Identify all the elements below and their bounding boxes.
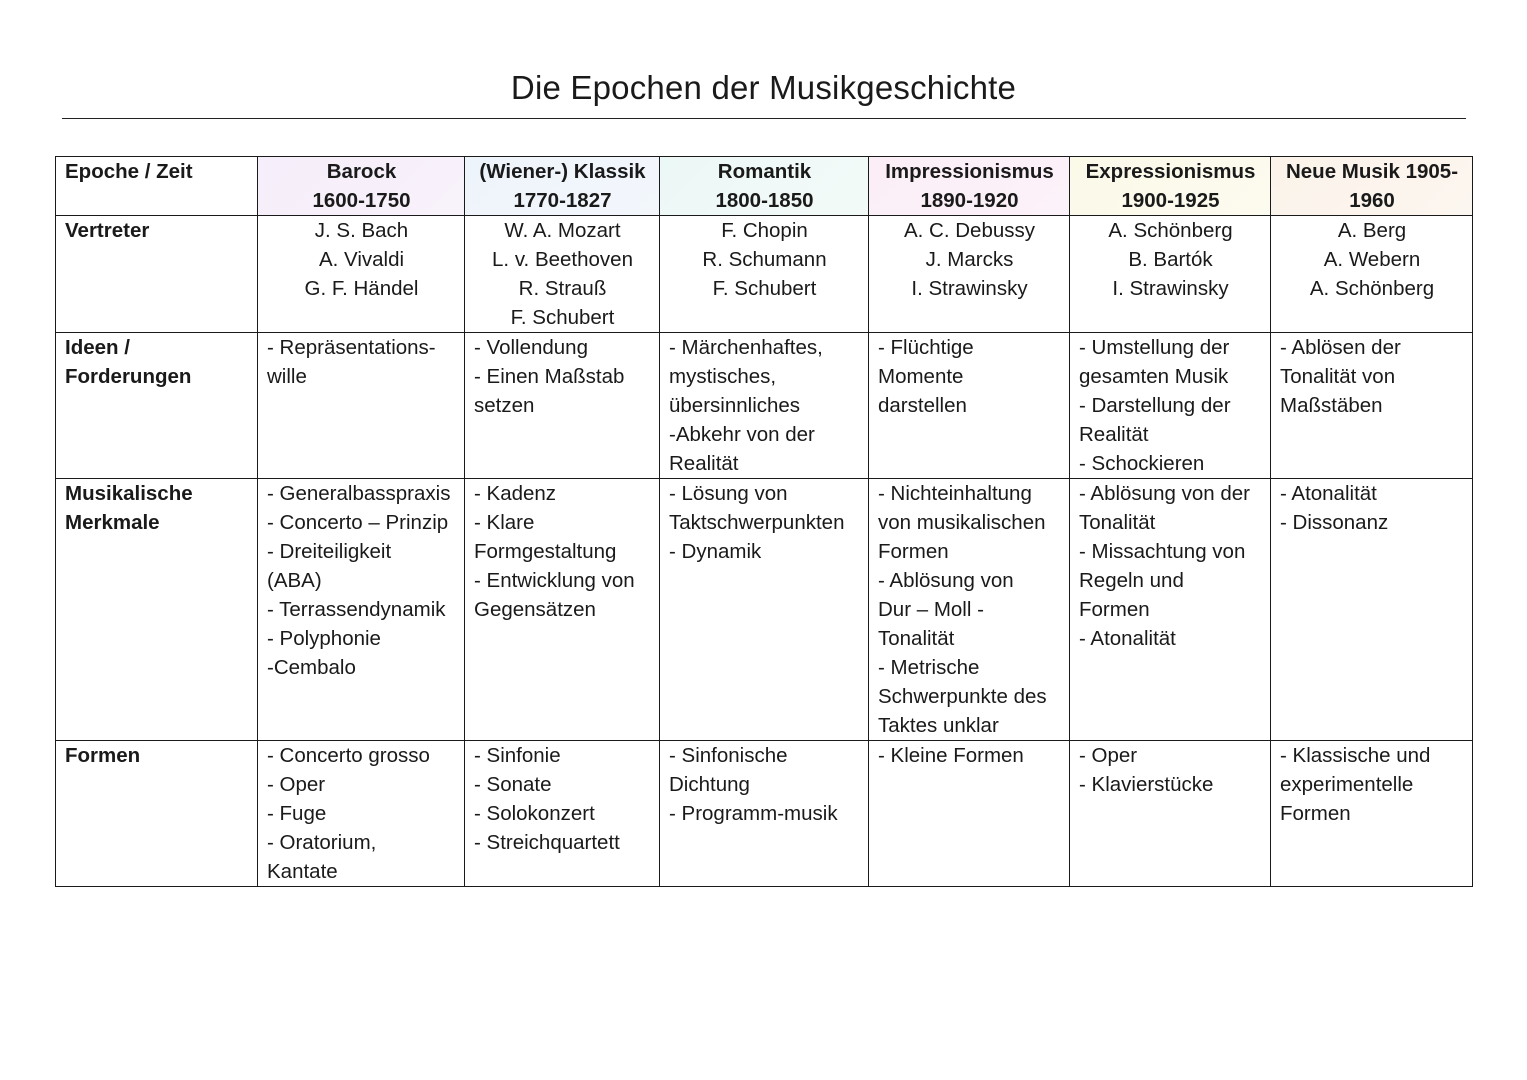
feature-line: Gegensätzen (474, 598, 596, 621)
feature-line: - Nichteinhaltung (878, 482, 1032, 505)
cell-formen (1271, 741, 1473, 887)
composer: J. S. Bach (314, 219, 409, 242)
composer: A. Webern (1323, 248, 1421, 271)
feature-line: - Metrische (878, 656, 980, 679)
cell-formen (1070, 741, 1271, 887)
feature-line: - Dreiteiligkeit (267, 540, 392, 563)
row-label: Ideen / (65, 336, 130, 359)
cell-formen (869, 741, 1070, 887)
epoch-header-neue-musik (1271, 157, 1473, 216)
epoch-header-barock (258, 157, 465, 216)
cell-ideen (660, 333, 869, 479)
feature-line: - Concerto – Prinzip (267, 511, 449, 534)
composer: R. Schumann (702, 248, 827, 271)
composer: A. Vivaldi (318, 248, 405, 271)
corner-label: Epoche / Zeit (65, 160, 193, 183)
composer: I. Strawinsky (1112, 277, 1229, 300)
composer: A. Schönberg (1108, 219, 1233, 242)
corner-cell (56, 157, 258, 216)
cell-ideen (465, 333, 660, 479)
form-line: - Sinfonie (474, 744, 561, 767)
composer: A. Schönberg (1309, 277, 1435, 300)
feature-line: - Klare (474, 511, 535, 534)
row-vertreter (56, 216, 1473, 333)
composer: F. Schubert (510, 306, 615, 329)
feature-line: Schwerpunkte des (878, 685, 1047, 708)
cell-vertreter (660, 216, 869, 333)
epoch-name: Barock (326, 160, 397, 183)
idea-line: Momente (878, 365, 964, 388)
feature-line: - Ablösung von der (1079, 482, 1250, 505)
epoch-header-romantik (660, 157, 869, 216)
row-label: Vertreter (65, 219, 150, 242)
row-merkmale (56, 479, 1473, 741)
cell-formen (258, 741, 465, 887)
title-underline (62, 118, 1466, 119)
feature-line: Tonalität (878, 627, 955, 650)
form-line: Formen (1280, 802, 1351, 825)
composer: A. C. Debussy (903, 219, 1036, 242)
feature-line: - Generalbasspraxis (267, 482, 451, 505)
feature-line: - Polyphonie (267, 627, 381, 650)
idea-line: - Flüchtige (878, 336, 974, 359)
form-line: - Kleine Formen (878, 744, 1024, 767)
cell-vertreter (869, 216, 1070, 333)
epoch-period: 1600-1750 (312, 189, 411, 212)
idea-line: -Abkehr von der (669, 423, 815, 446)
composer: R. Strauß (518, 277, 607, 300)
feature-line: - Atonalität (1079, 627, 1176, 650)
page-title: Die Epochen der Musikgeschichte (510, 69, 1017, 106)
idea-line: - Vollendung (474, 336, 588, 359)
epoch-period: 1890-1920 (920, 189, 1019, 212)
composer: W. A. Mozart (504, 219, 621, 242)
feature-line: - Dissonanz (1280, 511, 1389, 534)
idea-line: - Darstellung der (1079, 394, 1231, 417)
form-line: - Oper (267, 773, 326, 796)
cell-vertreter (465, 216, 660, 333)
epoch-period: 1900-1925 (1121, 189, 1220, 212)
epoch-name: Romantik (717, 160, 812, 183)
form-line: - Concerto grosso (267, 744, 430, 767)
composer: A. Berg (1337, 219, 1407, 242)
idea-line: Realität (1079, 423, 1149, 446)
row-label: Merkmale (65, 511, 160, 534)
composer: J. Marcks (925, 248, 1014, 271)
form-line: - Fuge (267, 802, 327, 825)
form-line: - Oratorium, (267, 831, 377, 854)
feature-line: Taktschwerpunkten (669, 511, 845, 534)
form-line: - Programm-musik (669, 802, 838, 825)
feature-line: Regeln und (1079, 569, 1184, 592)
row-ideen (56, 333, 1473, 479)
form-line: - Oper (1079, 744, 1138, 767)
form-line: - Klavierstücke (1079, 773, 1214, 796)
feature-line: - Atonalität (1280, 482, 1377, 505)
idea-line: setzen (474, 394, 535, 417)
epoch-period: 1800-1850 (715, 189, 814, 212)
feature-line: Formen (1079, 598, 1150, 621)
idea-line: Realität (669, 452, 739, 475)
feature-line: - Missachtung von (1079, 540, 1246, 563)
row-label: Formen (65, 744, 141, 767)
cell-vertreter (1271, 216, 1473, 333)
epochs-table (55, 156, 1473, 887)
epoch-name: (Wiener-) Klassik (479, 160, 646, 183)
form-line: - Sinfonische (669, 744, 788, 767)
idea-line: übersinnliches (669, 394, 801, 417)
epoch-name: Expressionismus (1085, 160, 1256, 183)
idea-line: - Einen Maßstab (474, 365, 625, 388)
cell-ideen (869, 333, 1070, 479)
idea-line: - Ablösen der (1280, 336, 1401, 359)
feature-line: von musikalischen (878, 511, 1046, 534)
cell-merkmale (258, 479, 465, 741)
epoch-header-expressionismus (1070, 157, 1271, 216)
feature-line: - Lösung von (669, 482, 788, 505)
feature-line: - Terrassendynamik (267, 598, 446, 621)
idea-line: gesamten Musik (1079, 365, 1229, 388)
row-label-cell (56, 741, 258, 887)
row-label-cell (56, 333, 258, 479)
cell-formen (465, 741, 660, 887)
row-label: Musikalische (65, 482, 193, 505)
feature-line: Tonalität (1079, 511, 1156, 534)
idea-line: - Repräsentations- (267, 336, 436, 359)
epoch-header-impressionismus (869, 157, 1070, 216)
epoch-name: Neue Musik 1905- (1285, 160, 1459, 183)
header-row (56, 157, 1473, 216)
form-line: - Solokonzert (474, 802, 595, 825)
composer: G. F. Händel (304, 277, 419, 300)
cell-merkmale (1070, 479, 1271, 741)
idea-line: darstellen (878, 394, 967, 417)
form-line: - Klassische und (1280, 744, 1431, 767)
feature-line: Dur – Moll - (878, 598, 984, 621)
composer: I. Strawinsky (911, 277, 1028, 300)
epoch-name: Impressionismus (885, 160, 1054, 183)
composer: F. Schubert (712, 277, 817, 300)
cell-formen (660, 741, 869, 887)
idea-line: - Märchenhaftes, (669, 336, 823, 359)
idea-line: - Schockieren (1079, 452, 1205, 475)
cell-vertreter (258, 216, 465, 333)
cell-ideen (1070, 333, 1271, 479)
feature-line: Formen (878, 540, 949, 563)
idea-line: wille (267, 365, 307, 388)
composer: B. Bartók (1128, 248, 1213, 271)
composer: F. Chopin (721, 219, 808, 242)
feature-line: - Entwicklung von (474, 569, 635, 592)
form-line: - Streichquartett (474, 831, 620, 854)
cell-ideen (1271, 333, 1473, 479)
cell-merkmale (1271, 479, 1473, 741)
cell-merkmale (465, 479, 660, 741)
row-label-cell (56, 479, 258, 741)
feature-line: - Ablösung von (878, 569, 1014, 592)
idea-line: Tonalität von (1280, 365, 1396, 388)
feature-line: Formgestaltung (474, 540, 617, 563)
form-line: - Sonate (474, 773, 552, 796)
form-line: experimentelle (1280, 773, 1414, 796)
composer: L. v. Beethoven (492, 248, 633, 271)
epoch-header-klassik (465, 157, 660, 216)
feature-line: - Dynamik (669, 540, 762, 563)
feature-line: Taktes unklar (878, 714, 999, 737)
cell-vertreter (1070, 216, 1271, 333)
cell-merkmale (869, 479, 1070, 741)
feature-line: -Cembalo (267, 656, 356, 679)
row-formen (56, 741, 1473, 887)
row-label: Forderungen (65, 365, 192, 388)
epoch-period: 1960 (1349, 189, 1395, 212)
feature-line: (ABA) (267, 569, 322, 592)
idea-line: Maßstäben (1280, 394, 1383, 417)
row-label-cell (56, 216, 258, 333)
cell-ideen (258, 333, 465, 479)
epoch-period: 1770-1827 (513, 189, 612, 212)
cell-merkmale (660, 479, 869, 741)
feature-line: - Kadenz (474, 482, 557, 505)
idea-line: - Umstellung der (1079, 336, 1230, 359)
form-line: Dichtung (669, 773, 750, 796)
form-line: Kantate (267, 860, 338, 883)
idea-line: mystisches, (669, 365, 777, 388)
